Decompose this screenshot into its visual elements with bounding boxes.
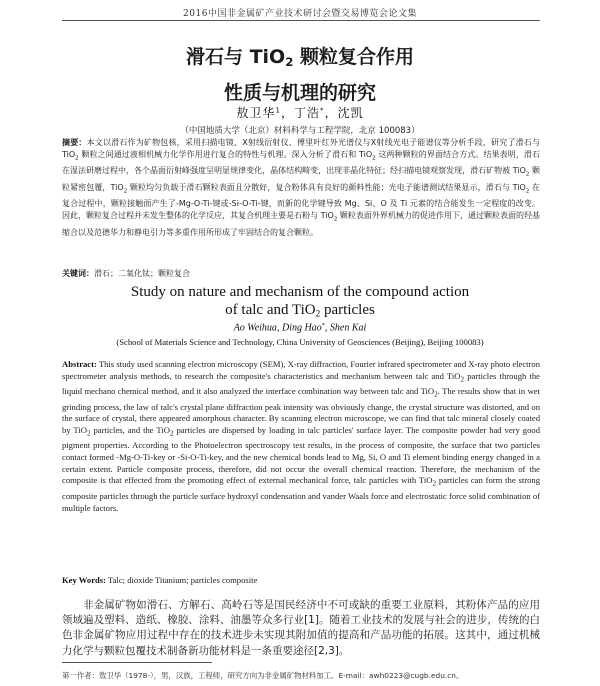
- subscript: 2: [432, 480, 437, 489]
- subscript: 2: [123, 188, 128, 195]
- subscript: 2: [372, 155, 376, 162]
- abstract-text: 本文以滑石作为矿物包核，采用扫描电镜、X射线衍射仪、傅里叶红外光谱仪与X射线光电子能谱仪等分析手段，研究了滑石与 TiO: [62, 138, 540, 159]
- abstract-text: particles through the liquid mechano chemical method, and it also analyzed the interface combination way between talc and TiO: [62, 370, 540, 397]
- english-authors: [0, 322, 600, 333]
- body-paragraph: 非金属矿物如滑石、方解石、高岭石等是国民经济中不可或缺的重要工业原料，其粉体产品的应用领域遍及塑料、造纸、橡胶、涂料、油墨等众多行业[1]。随着工业技术的发展与社会的进步，传统的白色非金属矿物应用过程中存在的技术进步未实现其附加值的提高和产品功能的拓展。这其中，通过机械力化学与颗粒包覆技术制备新功能材料是一条重要途径[2,3]。: [62, 599, 540, 657]
- author-separator: ，: [280, 106, 294, 120]
- keywords-text: Talc; dioxide Titanium; particles composite: [106, 575, 258, 585]
- abstract-text: 颗粒表面外界机械力的促进作用下，通过颗粒表面的羟基缩合以及范德华力和静电引力等多重作用所形成了牢固结合的复合颗粒。: [62, 211, 540, 237]
- subscript: 2: [169, 429, 174, 438]
- keywords-label: 关键词：: [62, 269, 94, 278]
- english-affiliation: (School of Materials Science and Technology, China University of Geosciences (Beijing), Beijing 100083): [116, 337, 484, 347]
- author-name: Shen Kai: [329, 322, 367, 334]
- author-name: Ao Weihua: [233, 322, 277, 334]
- header-rule: [62, 20, 540, 21]
- keywords-label: Key Words:: [62, 575, 107, 585]
- title-text: particles: [320, 302, 375, 318]
- title-text: of talc and TiO: [225, 302, 316, 318]
- abstract-text: particles, and the TiO: [90, 424, 170, 435]
- author-separator: ,: [276, 322, 282, 334]
- chinese-affiliation: （中国地质大学（北京）材料科学与工程学院，北京 100083）: [180, 126, 420, 136]
- author-name: 沈凯: [337, 106, 364, 120]
- chinese-keywords: [62, 268, 540, 279]
- abstract-text: 颗粒之间通过液相机械力化学作用进行复合的特性与机理。深入分析了滑石和 TiO: [78, 149, 373, 159]
- english-title-line1: Study on nature and mechanism of the compound action: [130, 284, 470, 300]
- footnote: 第一作者：敖卫华（1978-），男，汉族，工程师，研究方向为非金属矿物材料加工。E-mail：awh0223@cugb.edu.cn。: [62, 671, 464, 680]
- author-name: 丁浩: [293, 106, 320, 120]
- title-text: 滑石与 TiO: [185, 46, 286, 68]
- english-keywords: [62, 575, 540, 585]
- subscript: 2: [75, 155, 79, 162]
- footnote-rule: [62, 662, 212, 663]
- author-mark: *: [321, 322, 325, 329]
- abstract-text: 颗粒紧密包覆，TiO: [62, 166, 540, 192]
- author-name: Ding Hao: [281, 322, 322, 334]
- abstract-text: . The results show that in wet grinding process, the law of talc's crystal plane diffraction peak intensity was obviously change, the crystal structure was distorted, and on the surface of crystal, there appeared amorphous character. By scanning electron microscope, we can find that talc mineral closely coated by TiO: [62, 386, 540, 435]
- subscript: 2: [333, 216, 338, 223]
- chinese-title: [0, 42, 600, 109]
- english-title-line2: [0, 301, 600, 323]
- author-mark: 1: [275, 105, 281, 115]
- abstract-label: Abstract:: [62, 359, 97, 369]
- english-abstract: [62, 359, 540, 514]
- abstract-text: particles are dispersed by loading in talc particles' surface layer. The composite powder had very good pigment properties. According to the Photoelectron spectroscopy test results, in the process of composite, the surface that two particles contact formed -Mg-O-Ti-key or -Si-O-Ti-key, and the new chemical bonds lead to Mg, Si, O and Ti element binding energy changed in a certain extent. Particle composite process, therefore, did not occur the overall chemical reaction. Therefore, the mechanism of the composite is that effected from the promoting effect of external mechanical force, talc particles with TiO: [62, 424, 540, 486]
- abstract-label: 摘要：: [62, 138, 87, 147]
- subscript: 2: [434, 390, 438, 399]
- author-separator: ，: [324, 106, 338, 120]
- running-head: 2016中国非金属矿产业技术研讨会暨交易博览会论文集: [183, 9, 417, 19]
- abstract-text: 这两种颗粒的界面结合方式。结果表明，滑石在湿法研磨过程中，各个晶面衍射峰强度呈明显规律变化，晶体结构畸变，出现非晶化特征；经扫描电镜观察发现，滑石矿物被 TiO: [62, 149, 540, 176]
- title-subscript: 2: [285, 54, 294, 69]
- chinese-title-line1: [0, 42, 600, 78]
- subscript: 2: [525, 188, 530, 195]
- english-title: [0, 283, 600, 323]
- subscript: 2: [86, 429, 91, 438]
- subscript: 2: [525, 172, 530, 178]
- abstract-text: 颗粒均匀负载于滑石颗粒表面且分散好，复合粉体具有良好的颜料性能；光电子能谱测试结果显示，滑石与 TiO: [127, 182, 526, 192]
- author-name: 敖卫华: [236, 106, 276, 120]
- chinese-authors: [0, 104, 600, 121]
- author-separator: ,: [324, 322, 330, 334]
- abstract-text: This study used scanning electron microscopy (SEM), X-ray diffraction, Fourier infrared spectrometer and X-ray photo electron spectrometer analysis methods, to research the composite's characteristics and mechanism between talc and TiO: [62, 359, 540, 381]
- chinese-abstract: [62, 137, 540, 239]
- keywords-text: 滑石；二氧化钛；颗粒复合: [94, 269, 190, 278]
- author-mark: *: [320, 105, 325, 115]
- title-subscript: 2: [315, 309, 321, 320]
- chinese-title-line2: 性质与机理的研究: [223, 81, 376, 104]
- abstract-text: particles can form the strong composite particles through the particle surface hydroxyl condensation and vander Waals force and electrostatic force solid combination of multiple factors.: [62, 475, 540, 513]
- subscript: 2: [460, 375, 465, 384]
- title-text: 颗粒复合作用: [293, 46, 415, 68]
- abstract-text: 在复合过程中，颗粒接触面产生了-Mg-O-Ti-键或-Si-O-Ti-键，而新的化学键导致 Mg、Si、O 及 Ti 元素的结合能发生一定程度的改变。因此，颗粒复合过程并未发生整体的化学反应，其复合机理主要是石粉与 TiO: [62, 182, 540, 221]
